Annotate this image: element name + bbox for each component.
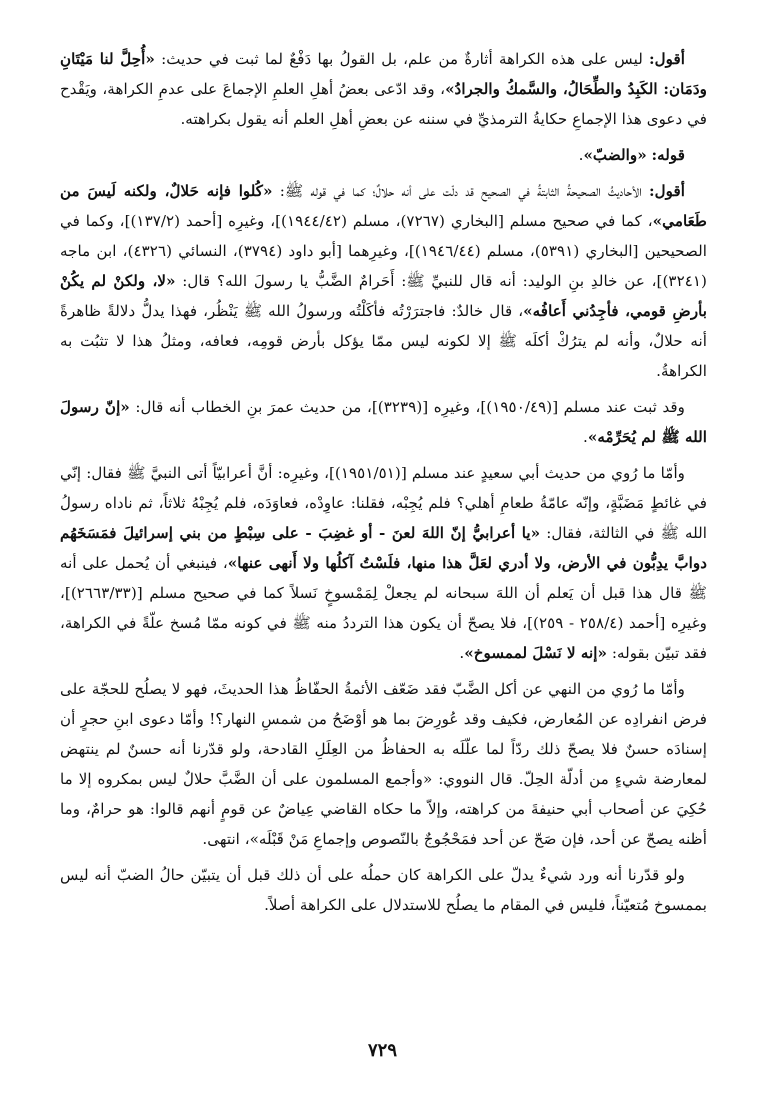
paragraph-text: وقد ثبت عند مسلم [(١٩٥٠/٤٩)]، وغيرِه [(٣٢٣٩)]، من حديث عمرَ بنِ الخطاب أنه قال: [129, 398, 686, 416]
paragraph-text: . [459, 644, 465, 662]
paragraph-text: ، قال خالدٌ: فاجترَرْتُه فأكَلْتُه ورسولُ الله ﷺ يَنْظُر، فهذا يدلُّ دلالةً ظاهرةً أنه حلالٌ، وأنه لم يترُكْ أكلَه ﷺ إلا لكونه ليس ممّا يؤكل بأرض قومِه، فعافه، ومثلُ هذا لا تثبُت به الكراهةُ. [60, 302, 707, 380]
paragraph-text: ولو قدّرنا أنه ورد شيءٌ يدلّ على الكراهة كان حملُه على أن ذلك قبل أن يتبيّن حالُ الضبّ أنه ليس بممسوخ مُتعيّناً، فليس في المقام ما يصلُح للاستدلال على الكراهة أصلاً. [60, 866, 707, 914]
paragraph-label: أقول: [649, 182, 685, 200]
paragraph-4 [60, 392, 707, 452]
paragraph-text: . [578, 146, 584, 164]
paragraph-label: قوله: [651, 146, 685, 164]
paragraph-3 [60, 176, 707, 386]
paragraph-text: ، فينبغي أن يُحمل على أنه ﷺ قال هذا قبل أن يَعلم أن اللهَ سبحانه لم يجعلْ لِمَمْسوخٍ نَسلاً كما في صحيح مسلم [(٢٦٦٣/٣٣)]، وغيرِه [أحمد (٢٥٨/٤ - ٢٥٩)]، فلا يصحّ أن يكون هذا الترددُ منه ﷺ في كونه ممّا مُسخ علّةً في الكراهة، فقد تبيّن بقوله: [60, 554, 708, 662]
paragraph-6 [60, 674, 707, 854]
paragraph-label: أقول: [649, 50, 685, 68]
hadith-quote: «لا، ولكنْ لم يكُنْ بأرضِ قومي، فأجِدُني أَعافُه» [60, 272, 708, 320]
paragraph-2 [60, 140, 707, 170]
hadith-quote: «كُلوا فإنه حَلالٌ، ولكنه لَيسَ من طَعَامي» [60, 182, 707, 230]
hadith-quote: «إنّ رسولَ الله ﷺ لم يُحَرِّمْه» [60, 398, 707, 446]
paragraph-text: الأحاديثُ الصحيحةُ الثابتةُ في الصحيح قد دلّت على أنه حلالٌ؛ كما في قوله ﷺ: [272, 182, 650, 200]
page-number: ٧٢٩ [367, 1040, 397, 1061]
paragraph-text: ، وقد ادّعى بعضُ أهلِ العلمِ الإجماعَ على عدمِ الكراهة، ويَقْدح في دعوى هذا الإجماعِ حكايةُ الترمذيِّ في سننه عن بعضِ أهلِ العلم أنه يقول بكراهته. [60, 80, 707, 128]
paragraph-7 [60, 860, 707, 920]
paragraph-text: ، كما في صحيح مسلم [البخاري (٧٢٦٧)، مسلم (١٩٤٤/٤٢)]، وغيرِه [أحمد (١٣٧/٢)]، وكما في الصحيحين [البخاري (٥٣٩١)، مسلم (١٩٤٦/٤٤)]، وغيرِهما [أبو داود (٣٧٩٤)، النسائي (٤٣٢٦)، ابن ماجه (٣٢٤١)]، عن خالدِ بنِ الوليد: أنه قال للنبيِّ ﷺ: أَحَرامٌ الضَّبُّ يا رسولَ الله؟ قال: [60, 212, 707, 290]
hadith-quote: «أُحِلَّ لنا مَيْتَانِ ودَمَان: الكَبِدُ والطِّحَالُ، والسَّمكُ والجرادُ» [60, 50, 708, 98]
hadith-quote: «إنه لا نَسْلَ لممسوخ» [464, 644, 607, 662]
quoted-term: «والضبّ» [583, 146, 647, 164]
paragraph-5 [60, 458, 707, 668]
paragraph-text: ليس على هذه الكراهة أثارةٌ من علم، بل القولُ بها دَفْعٌ لما ثبت في حديث: [154, 50, 650, 68]
page-body [60, 44, 707, 926]
paragraph-text: وأمّا ما رُوي من حديث أبي سعيدٍ عند مسلم [(١٩٥١/٥١)]، وغيرِه: أنَّ أعرابيّاً أتى النبيَّ ﷺ فقال: إنّي في غائطٍ مَضَبَّةٍ، وإنّه عامّةُ طعامِ أهلي؟ فلم يُجِبْه، فقلنا: عاوِدْه، فعاوَدَه، فلم يُجِبْهُ ثلاثاً، ثم ناداه رسولُ الله ﷺ في الثالثة، فقال: [60, 464, 707, 542]
paragraph-text: وأمّا ما رُوي من النهي عن أكل الضَّبّ فقد ضَعّف الأئمةُ الحفّاظُ هذا الحديثَ، فهو لا يصلُح للحجّة على فرض انفرادِه عن المُعارض، فكيف وقد عُورِضَ بما هو أوْضَحُ من شمسِ النهار؟! وأمّا دعوى ابنِ حجرٍ أن إسنادَه حسنٌ فلا يصحّ ذلك ردّاً لما علّلَه به الحفاظُ من العِلَلِ القادحة، ولو قدّرنا أنه حسنٌ لم ينتهض لمعارضة شيءٍ من أدلّة الحِلّ. قال النووي: «وأجمع المسلمون على أن الضَّبَّ حلالٌ ليس بمكروه إلا ما حُكِيَ عن أصحاب أبي حنيفةَ من كراهته، وإلاّ ما حكاه القاضي عِياضٌ عن قومٍ أنهم قالوا: هو حرامٌ، وما أظنه يصحّ عن أحد، فإن صَحّ عن أحد فمَحْجُوجٌ بالنّصوص وإجماعِ مَنْ قَبْلَه»، انتهى. [60, 680, 707, 848]
paragraph-text: . [583, 428, 588, 446]
paragraph-1 [60, 44, 707, 134]
hadith-quote: «يا أعرابيُّ إنّ اللهَ لعنَ - أو غضِبَ - على سِبْطٍ من بني إسرائيلَ فمَسَخَهُم دوابَّ يدِبُّون في الأرض، ولا أدري لعَلَّ هذا منها، فلَسْتُ آكلُها ولا أَنهى عنها» [60, 524, 707, 572]
